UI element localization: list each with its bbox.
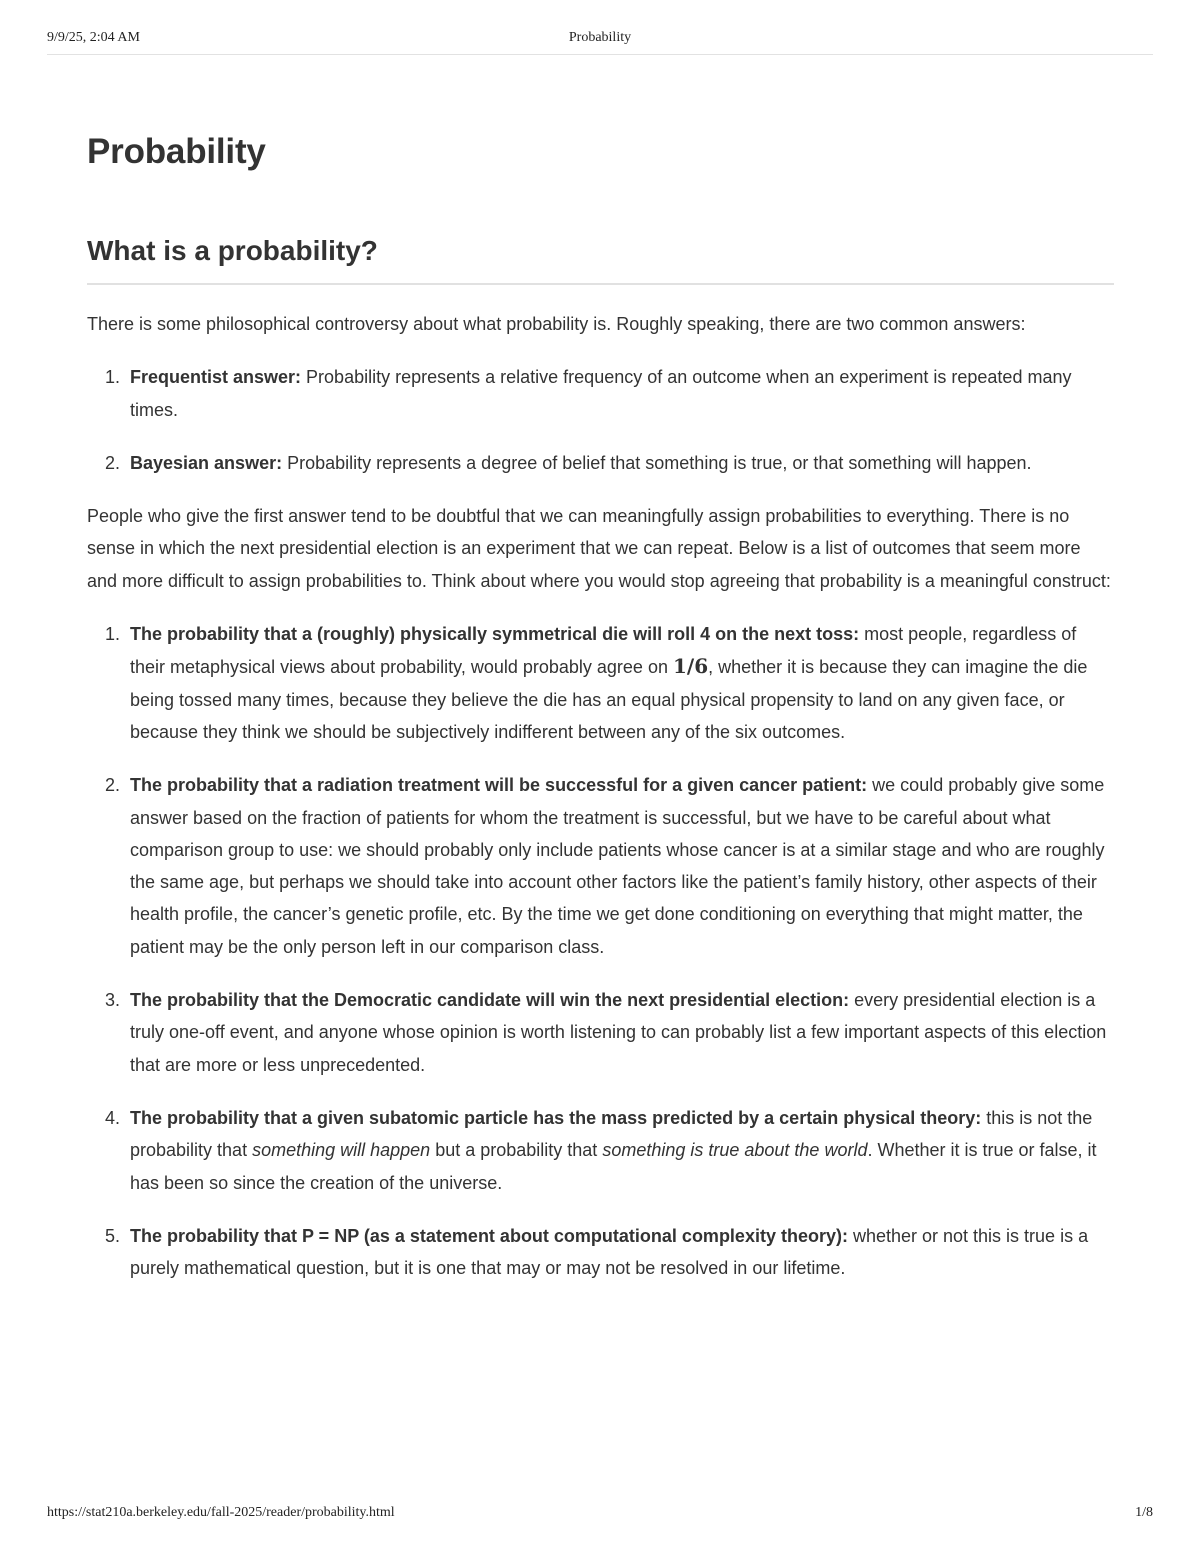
example-label: The probability that the Democratic candidate will win the next presidential election: <box>130 990 850 1011</box>
print-title: Probability <box>568 30 632 45</box>
list-item <box>87 447 1114 479</box>
example-text: but a probability that <box>430 1140 603 1161</box>
example-text: every presidential election is a truly one-off event, and anyone whose opinion is worth listening to can probably list a few important aspects of this election that are more or less unprecedented. <box>130 990 1107 1075</box>
example-text: we could probably give some answer based on the fraction of patients for whom the treatment is successful, but we have to be careful about what comparison group to use: we should probably only include patients whose cancer is at a similar stage and who are roughly the same age, but perhaps we should take into account other factors like the patient’s family history, other aspects of their health profile, the cancer’s genetic profile, etc. By the time we get done conditioning on everything that might matter, the patient may be the only person left in our comparison class. <box>130 775 1105 957</box>
section-heading: What is a probability? <box>87 231 1114 285</box>
answer-text: Probability represents a relative frequency of an outcome when an experiment is repeated many times. <box>130 367 1072 420</box>
answer-label: Bayesian answer: <box>130 452 283 473</box>
list-number: 1. <box>105 367 121 388</box>
list-number: 2. <box>105 775 121 796</box>
example-text: most people, regardless of their metaphysical views about probability, would probably agree on <box>130 624 1077 678</box>
list-item <box>87 984 1114 1081</box>
intro-paragraph: There is some philosophical controversy about what probability is. Roughly speaking, there are two common answers: <box>87 314 1026 334</box>
body-paragraph: People who give the first answer tend to be doubtful that we can meaningfully assign probabilities to everything. There is no sense in which the next presidential election is an experiment that we can repeat. Below is a list of outcomes that seem more and more difficult to assign probabilities to. Think about where you would stop agreeing that probability is a meaningful construct: <box>87 506 1111 591</box>
answer-label: Frequentist answer: <box>130 367 302 388</box>
print-footer <box>47 1505 1153 1525</box>
list-item <box>87 618 1114 748</box>
print-url: https://stat210a.berkeley.edu/fall-2025/reader/probability.html <box>47 1505 395 1520</box>
list-number: 1. <box>105 624 121 645</box>
example-label: The probability that a given subatomic particle has the mass predicted by a certain physical theory: <box>130 1107 982 1128</box>
print-header <box>47 28 1153 55</box>
example-text: , whether it is because they can imagine the die being tossed many times, because they believe the die has an equal physical propensity to land on any given face, or because they think we should be subjectively indifferent between any of the six outcomes. <box>130 657 1088 742</box>
emphasis-text: something will happen <box>252 1140 431 1161</box>
list-number: 4. <box>105 1107 121 1128</box>
example-text: . Whether it is true or false, it has been so since the creation of the universe. <box>130 1140 1097 1193</box>
list-number: 2. <box>105 452 121 473</box>
example-label: The probability that a (roughly) physically symmetrical die will roll 4 on the next toss: <box>130 624 860 645</box>
print-date: 9/9/25, 2:04 AM <box>47 30 140 45</box>
list-number: 5. <box>105 1225 121 1246</box>
list-item <box>87 1220 1114 1285</box>
examples-list <box>87 618 1114 1284</box>
list-item <box>87 1102 1114 1199</box>
document-content <box>87 128 1114 1284</box>
example-text: this is not the probability that <box>130 1107 1093 1161</box>
answers-list <box>87 361 1114 479</box>
answer-text: Probability represents a degree of belief that something is true, or that something will happen. <box>282 452 1032 473</box>
list-item <box>87 361 1114 426</box>
emphasis-text: something is true about the world <box>602 1140 868 1161</box>
example-label: The probability that a radiation treatment will be successful for a given cancer patient: <box>130 775 868 796</box>
list-item <box>87 769 1114 963</box>
example-label: The probability that P = NP (as a statement about computational complexity theory): <box>130 1225 848 1246</box>
page-number: 1/8 <box>1135 1505 1153 1520</box>
list-number: 3. <box>105 990 121 1011</box>
math-fraction: 1/6 <box>672 654 709 679</box>
page-title: Probability <box>87 132 266 171</box>
example-text: whether or not this is true is a purely mathematical question, but it is one that may or may not be resolved in our lifetime. <box>130 1225 1089 1279</box>
